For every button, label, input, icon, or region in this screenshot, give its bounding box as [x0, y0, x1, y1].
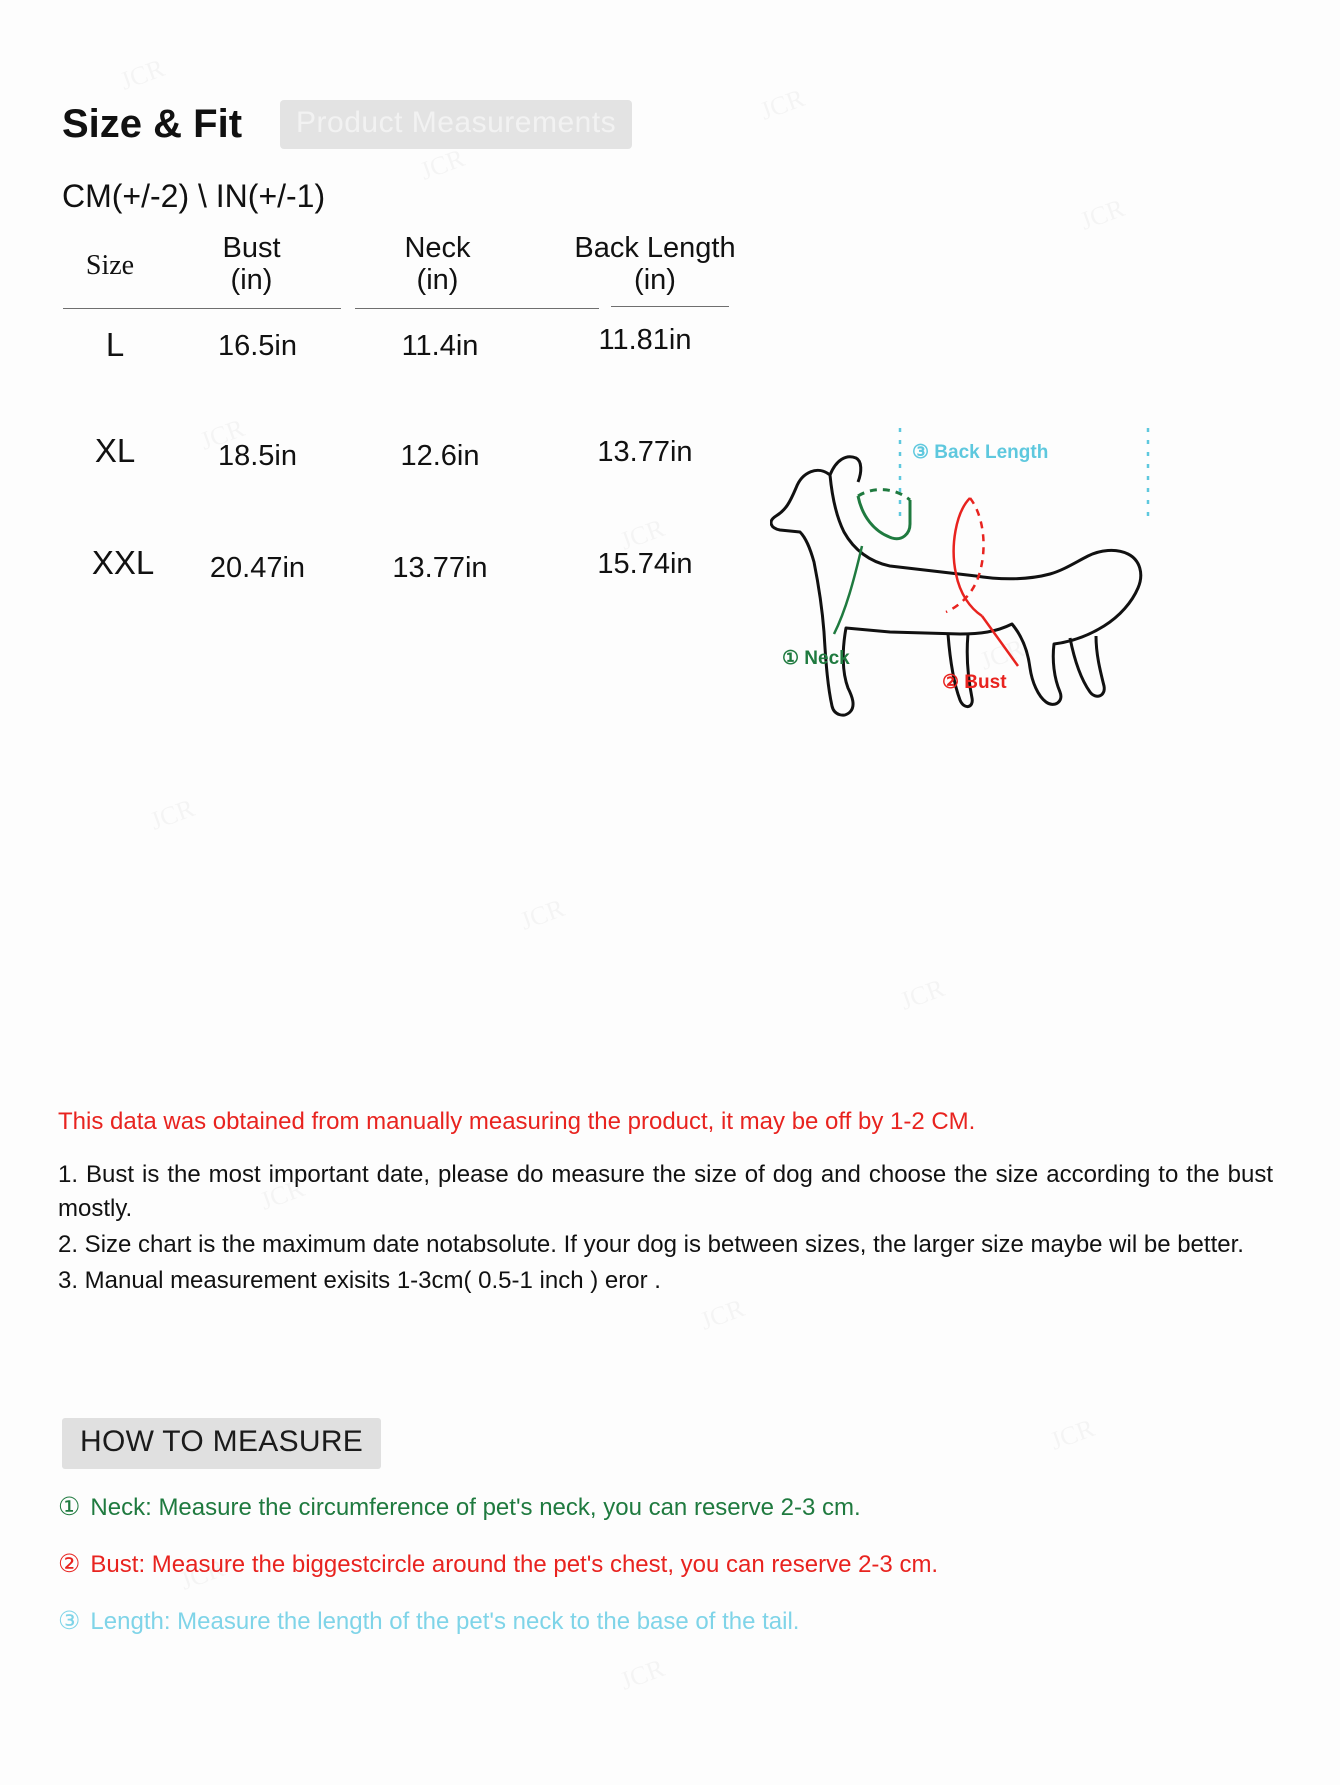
circled-number-3-icon: ③	[58, 1607, 81, 1635]
cell-size: L	[105, 326, 125, 363]
header-divider	[611, 306, 729, 307]
column-header-back-line2: (in)	[634, 264, 676, 297]
watermark	[1046, 1413, 1098, 1457]
watermark	[516, 893, 568, 937]
notes-list	[58, 1158, 1273, 1300]
watermark	[146, 793, 198, 837]
column-header-bust	[159, 232, 344, 297]
watermark	[896, 973, 948, 1017]
measure-item-bust	[58, 1551, 1258, 1579]
measure-item-neck-text: Neck: Measure the circumference of pet's neck, you can reserve 2-3 cm.	[90, 1494, 861, 1521]
cell-back: 11.81in	[598, 324, 692, 356]
how-to-measure-list	[58, 1494, 1258, 1665]
note-item: 2. Size chart is the maximum date notabsolute. If your dog is between sizes, the larger size maybe wil be better.	[58, 1231, 1244, 1259]
measure-item-neck	[58, 1494, 1258, 1522]
cell-bust: 18.5in	[217, 440, 297, 472]
dog-diagram-svg	[770, 420, 1290, 770]
watermark	[1076, 193, 1128, 237]
table-row	[55, 320, 795, 432]
circled-number-2-icon: ②	[58, 1550, 81, 1578]
column-header-size: Size	[85, 250, 135, 281]
diagram-label-neck: ① Neck	[782, 648, 850, 669]
units-label: CM(+/-2) \ IN(+/-1)	[62, 178, 326, 214]
how-to-measure-heading: HOW TO MEASURE	[62, 1418, 381, 1469]
header-divider	[63, 308, 341, 309]
table-row	[55, 544, 795, 656]
diagram-label-back-length: ③ Back Length	[912, 442, 1049, 463]
note-item: 1. Bust is the most important date, please do measure the size of dog and choose the size according to the bust mostly.	[58, 1161, 1273, 1223]
table-row	[55, 432, 795, 544]
page-title: Size & Fit	[62, 102, 243, 146]
size-table	[55, 228, 795, 656]
column-header-back-length	[510, 232, 800, 297]
header	[62, 100, 632, 149]
column-header-neck	[345, 232, 530, 297]
header-divider	[355, 308, 599, 309]
column-header-neck-line2: (in)	[416, 264, 459, 297]
circled-number-1-icon: ①	[58, 1493, 81, 1521]
column-header-bust-line2: (in)	[230, 264, 273, 297]
column-header-back-line1: Back Length	[574, 232, 736, 264]
column-header-bust-line1: Bust	[222, 232, 281, 264]
watermark	[756, 83, 808, 127]
cell-neck: 13.77in	[392, 552, 488, 584]
cell-size: XXL	[91, 544, 155, 581]
measurement-warning: This data was obtained from manually measuring the product, it may be off by 1-2 CM.	[58, 1108, 976, 1135]
cell-bust: 16.5in	[217, 330, 297, 362]
column-header-neck-line1: Neck	[404, 232, 471, 264]
dog-measurement-diagram	[770, 420, 1290, 770]
diagram-label-bust: ② Bust	[942, 672, 1007, 693]
cell-size: XL	[94, 432, 136, 469]
measure-item-length-text: Length: Measure the length of the pet's neck to the base of the tail.	[90, 1608, 800, 1635]
measure-item-bust-text: Bust: Measure the biggestcircle around the pet's chest, you can reserve 2-3 cm.	[90, 1551, 939, 1578]
cell-back: 13.77in	[597, 436, 693, 468]
cell-neck: 12.6in	[400, 440, 480, 472]
note-item: 3. Manual measurement exisits 1-3cm( 0.5-1 inch ) eror .	[58, 1267, 661, 1295]
product-measurements-badge: Product Measurements	[280, 100, 632, 149]
measure-item-length	[58, 1608, 1258, 1636]
watermark	[416, 143, 468, 187]
table-header-row	[55, 228, 795, 320]
cell-bust: 20.47in	[209, 552, 306, 584]
cell-neck: 11.4in	[401, 330, 479, 362]
watermark	[116, 53, 168, 97]
cell-back: 15.74in	[597, 548, 693, 580]
